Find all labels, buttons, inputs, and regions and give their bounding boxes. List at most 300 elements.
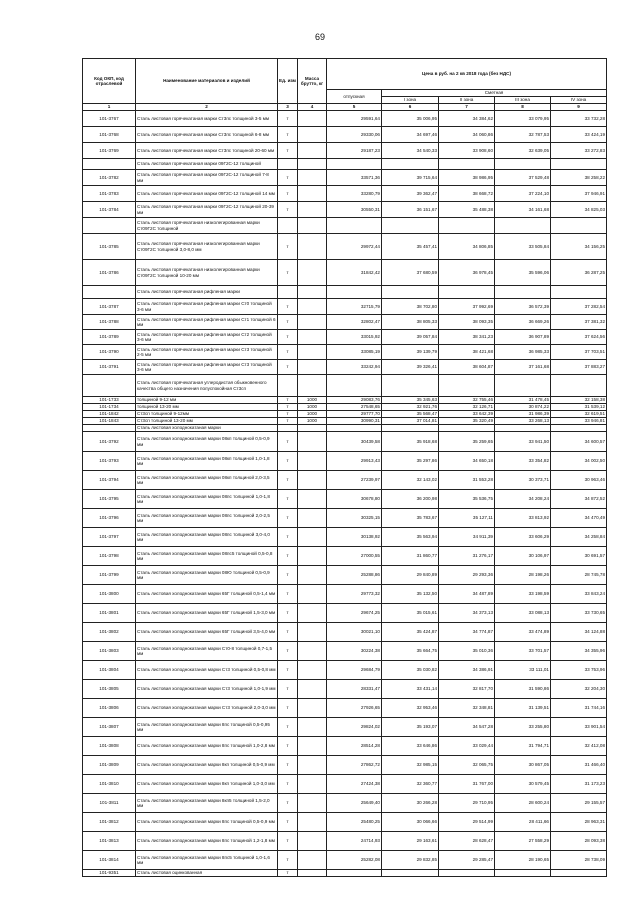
cell-name: Сталь листовая холоднокатаная марки 08пс толщиной 1,0-1,8 мм: [136, 490, 278, 509]
cell-price-otpusk: 33280,79: [327, 186, 382, 202]
cell-name: Сталь листовая горячекатаная углеродистая обыкновенного качества общего назначения полуспокойная Ст3сп: [136, 375, 278, 397]
cell-mass: [298, 623, 327, 642]
cell-price-zone2: 35 259,65: [439, 432, 495, 452]
cell-name: Сталь листовая холоднокатаная марки 65Г толщиной 0,5-1,4 мм: [136, 585, 278, 604]
cell-price-otpusk: 29777,70: [327, 411, 382, 418]
cell-price-otpusk: 27926,65: [327, 699, 382, 718]
cell-price-zone2: 38 604,87: [439, 360, 495, 375]
cell-price-zone1: 35 030,82: [382, 661, 439, 680]
table-row: [83, 202, 607, 218]
cell-price-zone1: 35 345,63: [382, 397, 439, 404]
header-zone2: II зона: [439, 97, 495, 104]
cell-unit: т: [278, 411, 298, 418]
cell-mass: 1000: [298, 404, 327, 411]
table-body: [83, 111, 607, 877]
column-number: 3: [278, 104, 298, 111]
cell-price-zone1: 32 985,15: [382, 756, 439, 775]
cell-price-otpusk: 29187,23: [327, 143, 382, 159]
cell-price-zone3: 33 268,13: [495, 418, 551, 425]
cell-price-zone3: 33 198,59: [495, 585, 551, 604]
cell-name: Сталь листовая горячекатаная рифленая марки Ст0 толщиной 3-6 мм: [136, 299, 278, 315]
cell-price-zone2: 38 093,35: [439, 315, 495, 330]
cell-name: Сталь листовая горячекатаная марки Ст3пс толщиной 20-60 мм: [136, 143, 278, 159]
cell-price-zone1: 36 200,98: [382, 490, 439, 509]
cell-price-zone1: 35 457,41: [382, 234, 439, 260]
header-smetnaya: Сметная: [382, 90, 607, 97]
cell-unit: т: [278, 111, 298, 127]
cell-price-otpusk: 28331,47: [327, 680, 382, 699]
cell-price-zone3: 34 161,68: [495, 202, 551, 218]
cell-price-otpusk: 25480,25: [327, 813, 382, 832]
cell-mass: [298, 756, 327, 775]
table-row: [83, 471, 607, 490]
cell-price-zone2: 34 806,85: [439, 234, 495, 260]
cell-price-zone2: 34 774,87: [439, 623, 495, 642]
cell-price-zone1: 38 702,80: [382, 299, 439, 315]
cell-code: 101-3807: [83, 718, 136, 737]
cell-unit: т: [278, 397, 298, 404]
cell-price-zone1: 35 664,75: [382, 642, 439, 661]
table-row: [83, 794, 607, 813]
cell-code: 101-3802: [83, 623, 136, 642]
cell-price-zone4: 34 470,49: [551, 509, 607, 528]
cell-price-zone4: [551, 870, 607, 877]
cell-price-zone2: 35 010,36: [439, 642, 495, 661]
table-row: [83, 623, 607, 642]
cell-code: [83, 218, 136, 234]
cell-price-zone4: 34 825,03: [551, 202, 607, 218]
cell-price-zone2: 31 276,17: [439, 547, 495, 566]
cell-mass: [298, 432, 327, 452]
cell-name: Сталь листовая горячекатаная низколегированная марки Ст09Г2С толщиной: [136, 218, 278, 234]
cell-name: Сталь листовая холоднокатаная марки 08пс5 толщиной 0,5-0,8 мм: [136, 547, 278, 566]
cell-unit: т: [278, 756, 298, 775]
cell-code: 101-3795: [83, 490, 136, 509]
cell-name: Сталь листовая холоднокатаная марки 8пс толщиной 0,5-0,95 мм: [136, 718, 278, 737]
cell-price-zone4: 31 539,12: [551, 404, 607, 411]
cell-price-zone4: 32 619,51: [551, 411, 607, 418]
cell-code: 101-3782: [83, 170, 136, 186]
cell-price-zone4: 28 738,09: [551, 851, 607, 870]
cell-mass: [298, 813, 327, 832]
table-row: [83, 299, 607, 315]
cell-unit: т: [278, 330, 298, 345]
table-row: [83, 345, 607, 360]
cell-unit: [278, 425, 298, 432]
cell-price-zone4: 33 732,28: [551, 111, 607, 127]
cell-price-zone4: [551, 159, 607, 170]
cell-name: Сталь листовая холоднокатаная марки: [136, 425, 278, 432]
cell-name: Сталь листовая горячекатаная марки 09Г2С-12 толщиной: [136, 159, 278, 170]
cell-price-zone3: 36 907,89: [495, 330, 551, 345]
cell-price-zone1: [382, 159, 439, 170]
cell-code: 101-3785: [83, 234, 136, 260]
table-row: [83, 604, 607, 623]
cell-price-zone1: 34 540,33: [382, 143, 439, 159]
cell-price-otpusk: [327, 218, 382, 234]
cell-price-zone4: 29 155,57: [551, 794, 607, 813]
cell-unit: т: [278, 299, 298, 315]
cell-price-zone4: 36 287,25: [551, 260, 607, 286]
table-row: [83, 418, 607, 425]
cell-unit: т: [278, 186, 298, 202]
cell-code: 101-3786: [83, 260, 136, 286]
table-row: [83, 452, 607, 471]
cell-mass: 1000: [298, 411, 327, 418]
cell-unit: т: [278, 345, 298, 360]
cell-price-zone2: 38 341,23: [439, 330, 495, 345]
cell-code: 101-3793: [83, 452, 136, 471]
cell-price-zone3: 31 986,39: [495, 411, 551, 418]
cell-mass: [298, 111, 327, 127]
cell-price-zone2: 35 127,11: [439, 509, 495, 528]
cell-price-zone3: 33 505,84: [495, 234, 551, 260]
cell-mass: [298, 330, 327, 345]
cell-price-otpusk: 32802,47: [327, 315, 382, 330]
cell-price-zone2: 32 126,71: [439, 404, 495, 411]
column-number: 5: [327, 104, 382, 111]
table-row: [83, 234, 607, 260]
column-number: 8: [495, 104, 551, 111]
cell-name: Сталь листовая оцинкованная: [136, 870, 278, 877]
cell-unit: т: [278, 404, 298, 411]
cell-price-zone4: 37 883,27: [551, 360, 607, 375]
cell-price-zone4: 37 946,91: [551, 186, 607, 202]
cell-mass: [298, 471, 327, 490]
cell-price-zone4: [551, 286, 607, 299]
table-row: [83, 680, 607, 699]
cell-code: 101-1842: [83, 411, 136, 418]
table-row: [83, 170, 607, 186]
cell-price-zone1: 35 424,87: [382, 623, 439, 642]
cell-price-zone3: 28 411,66: [495, 813, 551, 832]
table-row: [83, 737, 607, 756]
cell-mass: [298, 375, 327, 397]
cell-price-zone3: 31 590,86: [495, 680, 551, 699]
cell-unit: т: [278, 775, 298, 794]
cell-price-zone3: [495, 286, 551, 299]
table-row: [83, 127, 607, 143]
cell-mass: [298, 604, 327, 623]
cell-name: Сталь листовая горячекатаная марки Ст3пс толщиной 6-8 мм: [136, 127, 278, 143]
cell-price-zone4: 37 703,51: [551, 345, 607, 360]
cell-mass: [298, 260, 327, 286]
page-number: 69: [314, 32, 325, 42]
cell-price-zone3: 36 985,33: [495, 345, 551, 360]
cell-mass: [298, 143, 327, 159]
cell-price-zone2: [439, 286, 495, 299]
table-row: [83, 397, 607, 404]
cell-price-otpusk: 29330,06: [327, 127, 382, 143]
cell-price-zone1: 32 953,46: [382, 699, 439, 718]
cell-name: Сталь листовая холоднокатаная марки 08кп толщиной 1,0-1,8 мм: [136, 452, 278, 471]
cell-price-otpusk: [327, 870, 382, 877]
cell-unit: т: [278, 699, 298, 718]
cell-price-zone2: 34 373,13: [439, 604, 495, 623]
cell-code: 101-3769: [83, 143, 136, 159]
cell-code: 101-3784: [83, 202, 136, 218]
cell-price-zone1: 34 697,46: [382, 127, 439, 143]
cell-code: 101-3792: [83, 432, 136, 452]
cell-price-zone2: 38 668,72: [439, 186, 495, 202]
cell-price-zone2: 29 514,99: [439, 813, 495, 832]
cell-mass: [298, 699, 327, 718]
cell-price-zone2: 34 384,62: [439, 111, 495, 127]
cell-price-zone4: 30 691,57: [551, 547, 607, 566]
table-row: [83, 775, 607, 794]
cell-code: [83, 375, 136, 397]
column-number: 2: [136, 104, 278, 111]
cell-price-zone1: 39 139,79: [382, 345, 439, 360]
table-row: [83, 143, 607, 159]
cell-name: Сталь листовая горячекатаная низколегированная марки Ст09Г2С толщиной 10-20 мм: [136, 260, 278, 286]
cell-price-zone3: 31 139,51: [495, 699, 551, 718]
cell-name: Сталь листовая горячекатаная рифленая марки Ст3 толщиной 2-5 мм: [136, 345, 278, 360]
cell-price-zone1: 35 132,50: [382, 585, 439, 604]
cell-code: 101-3783: [83, 186, 136, 202]
cell-price-zone3: [495, 218, 551, 234]
cell-code: 101-3809: [83, 756, 136, 775]
cell-name: Сталь листовая холоднокатаная марки Ст3 толщиной 2,0-3,0 мм: [136, 699, 278, 718]
cell-unit: т: [278, 528, 298, 547]
cell-code: 101-3794: [83, 471, 136, 490]
cell-name: Ст3сп толщиной 13-20 мм: [136, 418, 278, 425]
cell-price-otpusk: 33571,36: [327, 170, 382, 186]
cell-price-otpusk: 27239,97: [327, 471, 382, 490]
cell-name: Сталь листовая холоднокатаная марки 08Ю толщиной 0,5-0,9 мм: [136, 566, 278, 585]
cell-unit: [278, 375, 298, 397]
cell-price-zone2: 32 755,46: [439, 397, 495, 404]
cell-price-otpusk: 30138,92: [327, 528, 382, 547]
cell-code: 101-3805: [83, 680, 136, 699]
cell-price-zone2: [439, 375, 495, 397]
cell-mass: [298, 585, 327, 604]
cell-code: 101-3799: [83, 566, 136, 585]
cell-name: Сталь листовая холоднокатаная марки 08пс толщиной 2,0-2,5 мм: [136, 509, 278, 528]
cell-price-zone2: 34 386,91: [439, 661, 495, 680]
cell-name: Сталь листовая горячекатаная рифленая марки Ст1 толщиной 6 мм: [136, 315, 278, 330]
column-numbers-row: [83, 104, 607, 111]
price-table: [82, 58, 607, 877]
table-row: [83, 432, 607, 452]
cell-price-zone3: 33 255,80: [495, 718, 551, 737]
cell-mass: 1000: [298, 397, 327, 404]
cell-price-zone4: [551, 425, 607, 432]
cell-price-zone1: 31 860,77: [382, 547, 439, 566]
header-zone4: IV зона: [551, 97, 607, 104]
cell-price-zone2: [439, 159, 495, 170]
table-row: [83, 547, 607, 566]
cell-unit: т: [278, 432, 298, 452]
cell-price-otpusk: 30990,31: [327, 418, 382, 425]
cell-price-zone3: 31 478,45: [495, 397, 551, 404]
cell-price-otpusk: 29773,32: [327, 585, 382, 604]
table-row: [83, 159, 607, 170]
cell-code: 101-1733: [83, 397, 136, 404]
cell-price-otpusk: 27548,65: [327, 404, 382, 411]
cell-price-zone4: 34 124,88: [551, 623, 607, 642]
cell-price-zone1: 39 057,84: [382, 330, 439, 345]
cell-price-zone4: 33 753,96: [551, 661, 607, 680]
table-row: [83, 218, 607, 234]
cell-price-zone4: 34 355,96: [551, 642, 607, 661]
cell-price-zone2: 33 642,39: [439, 411, 495, 418]
cell-name: Сталь листовая горячекатаная марки 09Г2С-12 толщиной 14 мм: [136, 186, 278, 202]
column-number: 6: [382, 104, 439, 111]
cell-mass: [298, 547, 327, 566]
cell-price-zone4: 37 282,54: [551, 299, 607, 315]
cell-unit: т: [278, 360, 298, 375]
cell-price-zone1: [382, 870, 439, 877]
cell-price-zone3: 37 529,48: [495, 170, 551, 186]
cell-price-zone4: 34 156,25: [551, 234, 607, 260]
table-row: [83, 375, 607, 397]
cell-price-zone4: 37 624,56: [551, 330, 607, 345]
cell-code: 101-3800: [83, 585, 136, 604]
table-row: [83, 832, 607, 851]
cell-price-zone3: 30 867,05: [495, 756, 551, 775]
cell-price-zone3: [495, 159, 551, 170]
cell-price-zone3: 33 354,82: [495, 452, 551, 471]
cell-code: 101-3796: [83, 509, 136, 528]
cell-price-zone2: 38 421,68: [439, 345, 495, 360]
table-row: [83, 260, 607, 286]
cell-name: Сталь листовая холоднокатаная марки 08кп толщиной 0,5-0,9 мм: [136, 432, 278, 452]
cell-mass: [298, 218, 327, 234]
cell-mass: [298, 832, 327, 851]
header-otpusk: отпускная: [327, 90, 382, 104]
cell-name: Сталь листовая холоднокатаная марки Ст3 толщиной 1,0-1,9 мм: [136, 680, 278, 699]
cell-name: Сталь листовая холоднокатаная марки 8пс толщиной 1,0-2,8 мм: [136, 737, 278, 756]
cell-price-otpusk: [327, 425, 382, 432]
cell-price-otpusk: [327, 159, 382, 170]
cell-price-zone3: 31 794,71: [495, 737, 551, 756]
cell-unit: т: [278, 623, 298, 642]
cell-price-zone3: [495, 870, 551, 877]
cell-price-zone3: 35 596,06: [495, 260, 551, 286]
cell-price-zone1: 35 563,94: [382, 528, 439, 547]
cell-name: толщиной 9-12 мм: [136, 397, 278, 404]
cell-mass: [298, 186, 327, 202]
cell-price-otpusk: 27000,55: [327, 547, 382, 566]
cell-price-zone1: 32 921,76: [382, 404, 439, 411]
cell-code: 101-3810: [83, 775, 136, 794]
cell-mass: [298, 315, 327, 330]
cell-price-zone2: [439, 870, 495, 877]
cell-unit: т: [278, 260, 298, 286]
cell-price-otpusk: 29591,64: [327, 111, 382, 127]
cell-code: 101-3798: [83, 547, 136, 566]
cell-price-zone4: 32 412,08: [551, 737, 607, 756]
cell-code: 101-3767: [83, 111, 136, 127]
cell-price-zone4: 33 843,24: [551, 585, 607, 604]
cell-price-zone1: 35 783,67: [382, 509, 439, 528]
cell-name: Сталь листовая холоднокатаная марки 8пс5 толщиной 1,0-1,6 мм: [136, 851, 278, 870]
cell-price-zone3: 28 190,65: [495, 851, 551, 870]
cell-price-otpusk: 30678,80: [327, 490, 382, 509]
cell-price-zone2: 28 628,47: [439, 832, 495, 851]
cell-mass: [298, 794, 327, 813]
cell-name: Сталь листовая горячекатаная марки 09Г2С-12 толщиной 20-39 мм: [136, 202, 278, 218]
cell-mass: [298, 234, 327, 260]
cell-price-zone3: 27 558,29: [495, 832, 551, 851]
cell-price-zone3: 28 600,24: [495, 794, 551, 813]
header-unit: Ед. изм: [278, 59, 298, 104]
cell-price-zone1: 29 163,61: [382, 832, 439, 851]
cell-code: 101-3806: [83, 699, 136, 718]
cell-code: 101-3801: [83, 604, 136, 623]
cell-price-otpusk: 30550,31: [327, 202, 382, 218]
cell-unit: т: [278, 170, 298, 186]
cell-price-zone4: 31 744,16: [551, 699, 607, 718]
table-row: [83, 566, 607, 585]
cell-code: 101-3811: [83, 794, 136, 813]
cell-code: 101-3808: [83, 737, 136, 756]
cell-unit: т: [278, 127, 298, 143]
table-row: [83, 699, 607, 718]
cell-mass: [298, 299, 327, 315]
table-row: [83, 186, 607, 202]
table-row: [83, 756, 607, 775]
cell-name: Сталь листовая холоднокатаная марки 8пс толщиной 1,2-1,8 мм: [136, 832, 278, 851]
cell-price-zone2: 31 767,00: [439, 775, 495, 794]
cell-unit: т: [278, 585, 298, 604]
cell-price-zone4: 33 730,65: [551, 604, 607, 623]
cell-price-zone1: [382, 375, 439, 397]
cell-mass: 1000: [298, 418, 327, 425]
cell-price-otpusk: [327, 286, 382, 299]
cell-mass: [298, 851, 327, 870]
cell-mass: [298, 490, 327, 509]
cell-mass: [298, 775, 327, 794]
header-zone3: III зона: [495, 97, 551, 104]
cell-price-zone2: [439, 218, 495, 234]
cell-price-zone4: 34 600,57: [551, 432, 607, 452]
cell-price-zone2: 29 285,47: [439, 851, 495, 870]
cell-unit: т: [278, 604, 298, 623]
cell-name: Сталь листовая холоднокатаная марки 8пс толщиной 0,5-0,9 мм: [136, 813, 278, 832]
cell-mass: [298, 680, 327, 699]
cell-unit: т: [278, 661, 298, 680]
table-row: [83, 509, 607, 528]
header-price-group: Цена в руб. на 2 кв 2018 года (без НДС): [327, 59, 607, 90]
cell-unit: т: [278, 202, 298, 218]
cell-price-zone4: 31 466,40: [551, 756, 607, 775]
table-row: [83, 870, 607, 877]
cell-price-zone1: [382, 425, 439, 432]
cell-mass: [298, 661, 327, 680]
cell-mass: [298, 452, 327, 471]
cell-price-otpusk: 24714,93: [327, 832, 382, 851]
cell-code: [83, 425, 136, 432]
cell-price-zone1: 37 014,81: [382, 418, 439, 425]
cell-price-zone2: 35 320,49: [439, 418, 495, 425]
cell-price-zone1: 39 715,64: [382, 170, 439, 186]
cell-price-zone4: 33 901,54: [551, 718, 607, 737]
cell-price-zone1: 35 015,61: [382, 604, 439, 623]
cell-price-zone3: 36 572,39: [495, 299, 551, 315]
cell-price-zone4: 32 158,38: [551, 397, 607, 404]
cell-price-zone4: 33 272,83: [551, 143, 607, 159]
cell-price-zone4: 28 093,38: [551, 832, 607, 851]
cell-price-zone4: 38 258,22: [551, 170, 607, 186]
table-row: [83, 813, 607, 832]
cell-price-zone3: 33 941,50: [495, 432, 551, 452]
cell-price-zone3: 28 198,26: [495, 566, 551, 585]
cell-price-zone2: 31 553,28: [439, 471, 495, 490]
cell-code: 101-3791: [83, 360, 136, 375]
table-row: [83, 661, 607, 680]
